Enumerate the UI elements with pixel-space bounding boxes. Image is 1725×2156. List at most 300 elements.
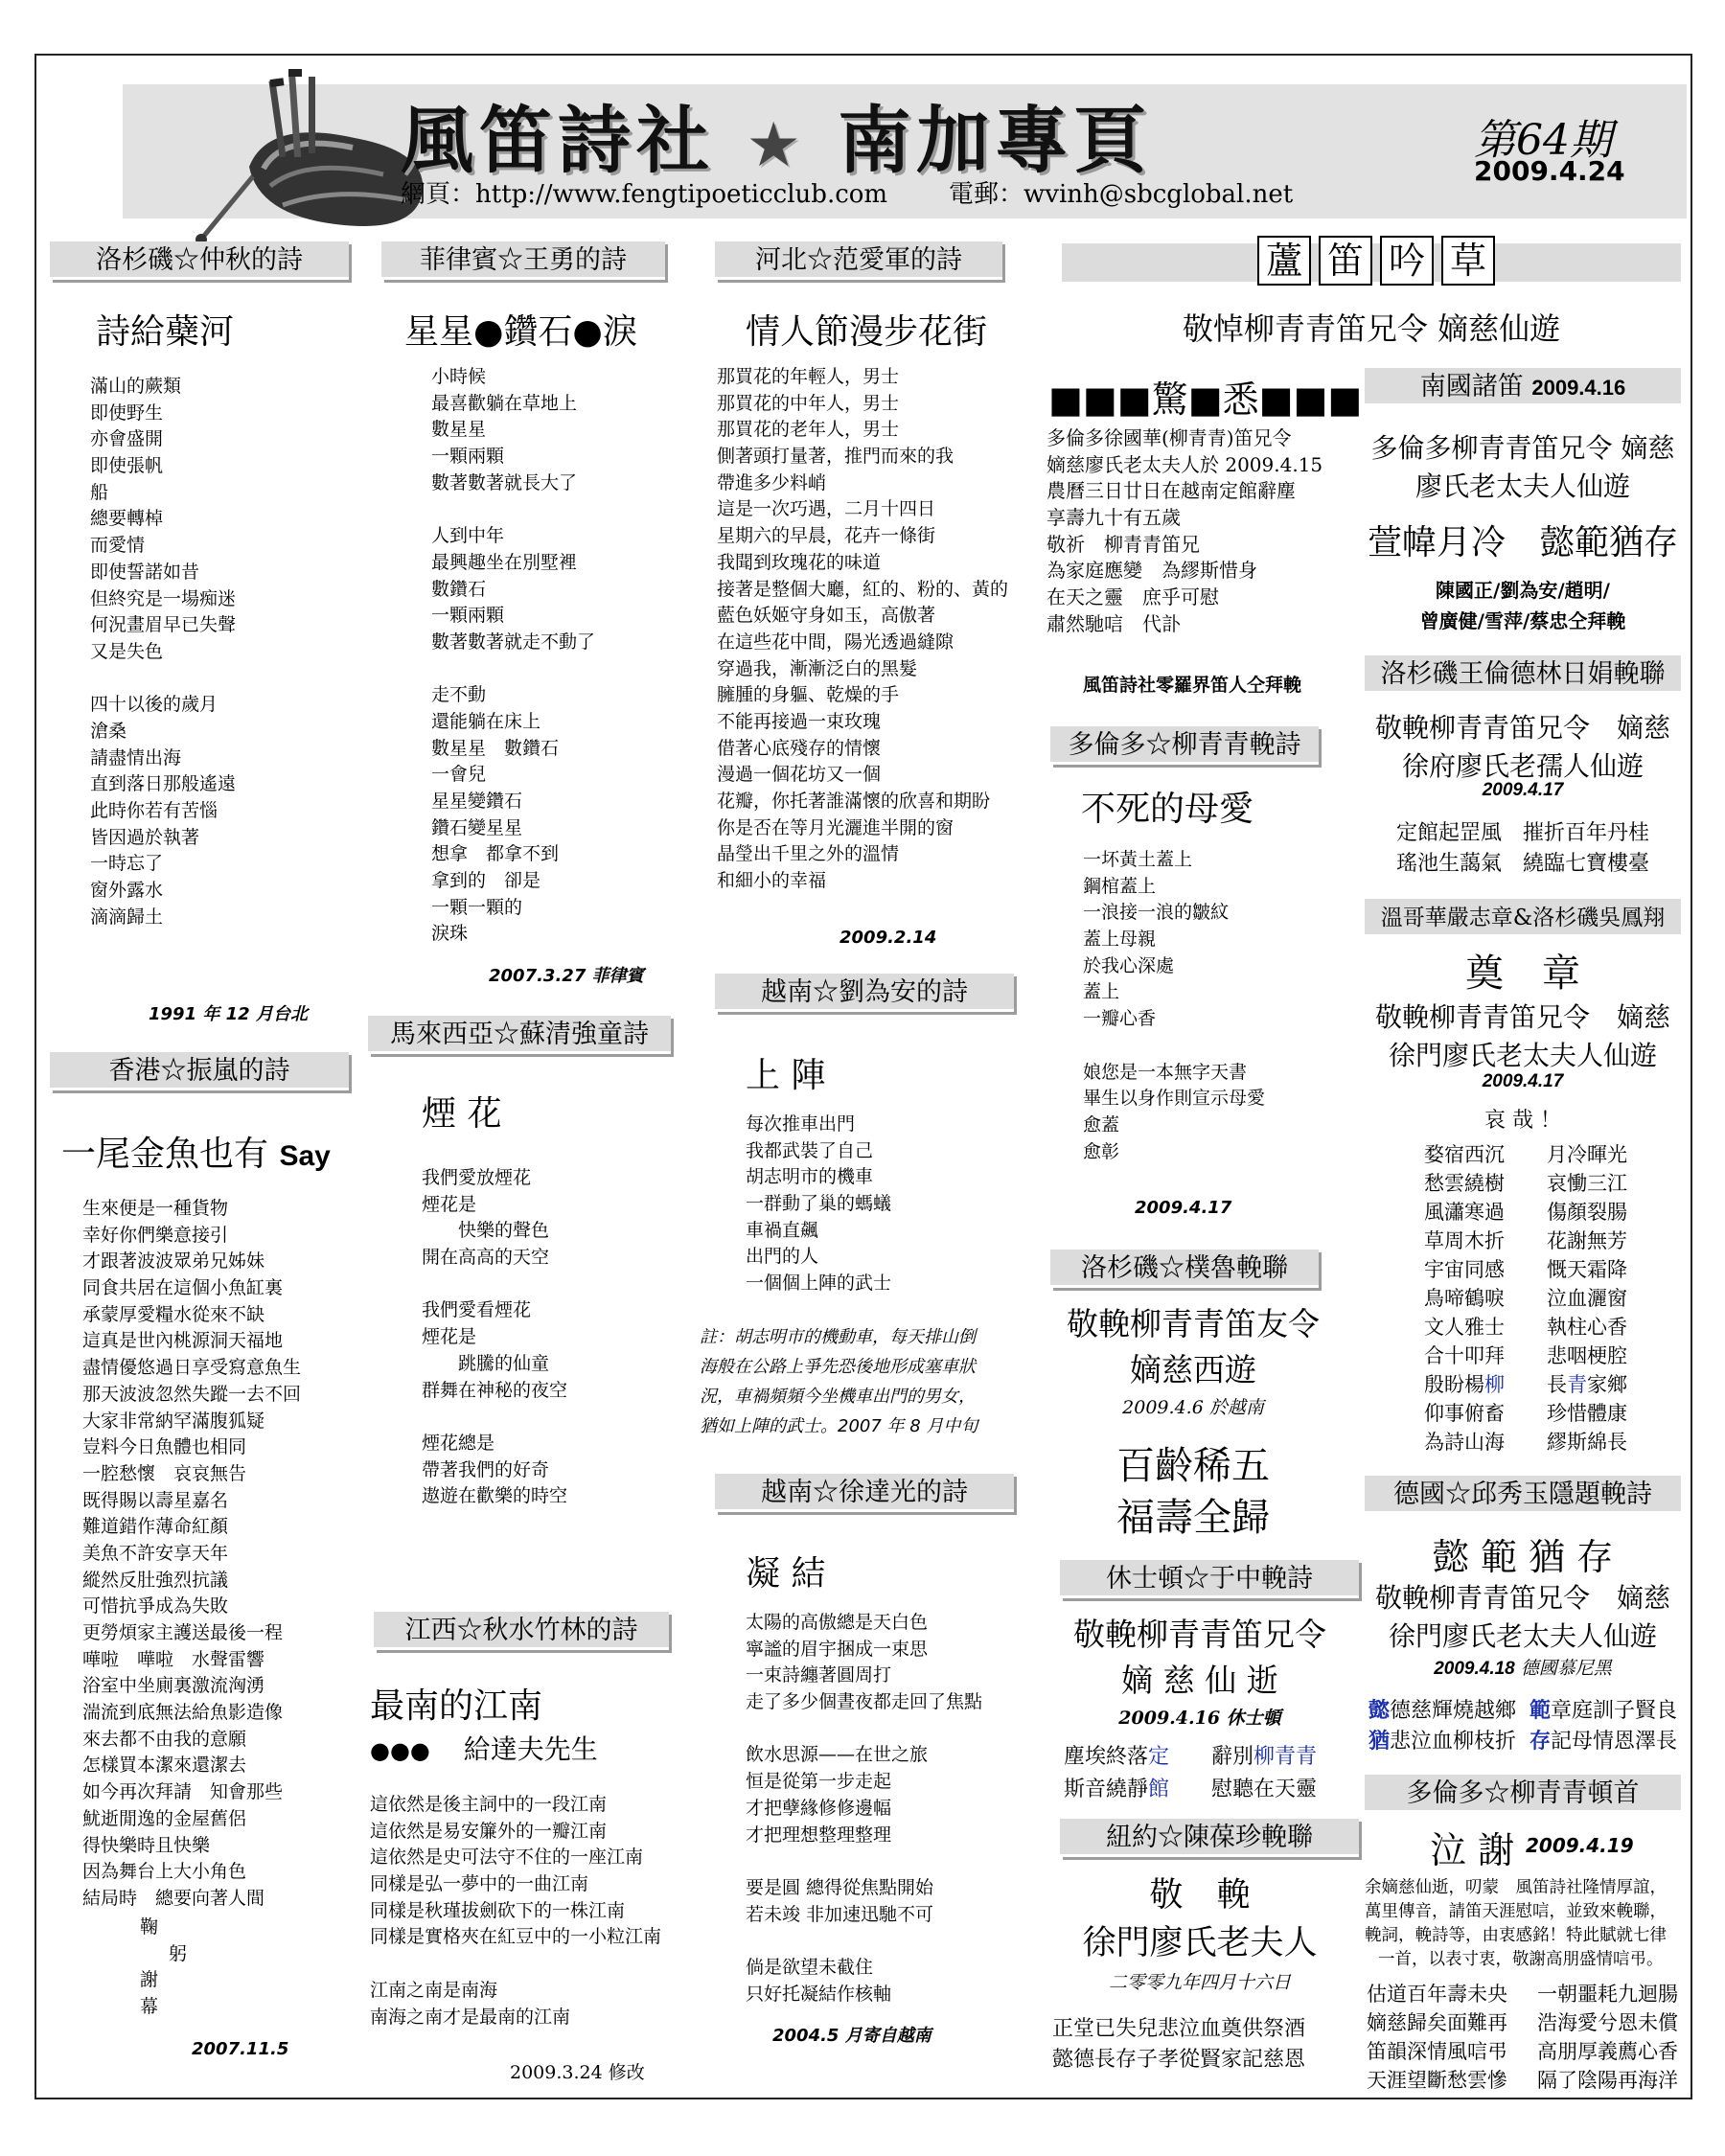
verse-pair (1424, 1169, 1627, 1198)
verse-pair (1424, 1399, 1627, 1428)
acrostic-line (1530, 1725, 1677, 1755)
poem-line: 才把孽緣修修邊幅 (746, 1797, 892, 1819)
title-box-char: 草 (1441, 236, 1495, 286)
verse-left (1424, 1370, 1547, 1399)
poem-line: 享壽九十有五歲 (1046, 506, 1181, 530)
poem-line: 數著數著就走不動了 (431, 631, 596, 653)
poem-line: 愈彰 (1083, 1140, 1120, 1162)
poem-line: 於我心深處 (1083, 954, 1175, 976)
verse-left: 婺宿西沉 (1424, 1143, 1505, 1166)
poem-line (746, 1848, 982, 1875)
website-link[interactable]: 網頁：http://www.fengtipoeticclub.com (401, 180, 888, 209)
thanks-line: 一首，以表寸衷，敬謝高朋盛情唁弔。 (1378, 1950, 1664, 1969)
poem-body (90, 374, 236, 930)
poem-body (431, 364, 595, 948)
poem-line: 我都武裝了自己 (746, 1139, 874, 1161)
verse-char: 青 (1567, 1373, 1587, 1396)
couplet-line: 定館起罡風 摧折百年丹桂 (1395, 821, 1649, 845)
verse-pair (1367, 2066, 1678, 2095)
poem-line: 煙花總是 (422, 1432, 495, 1454)
poem-line: 想拿 都拿不到 (431, 843, 560, 865)
verse-left: 文人雅士 (1424, 1316, 1505, 1339)
elegy-heading: 懿 範 猶 存 (1432, 1536, 1614, 1578)
poem-line: 農曆三日廿日在越南定館辭塵 (1046, 479, 1296, 503)
title-right: 南加專頁 (838, 98, 1153, 183)
poem-title: 不死的母愛 (1081, 790, 1254, 829)
verse-left: 愁雲繞樹 (1424, 1172, 1505, 1195)
verse-char: 鄉 (1607, 1373, 1627, 1396)
verse-pair (1367, 2037, 1678, 2066)
verse-right: 哀慟三江 (1547, 1172, 1627, 1195)
poem-line: 一瓣心香 (1083, 1008, 1157, 1030)
date-text: 2009.4.18 (1434, 1659, 1515, 1679)
elegy-date: 2009.4.16 休士頓 (1118, 1708, 1281, 1729)
poem-line: 這是一次巧遇，二月十四日 (717, 498, 936, 520)
notice-title: ■■■驚■悉■■■ (1048, 378, 1363, 421)
title-box-char: 蘆 (1257, 236, 1311, 286)
poem-body (370, 1792, 661, 2030)
poem-line: 淚珠 (431, 923, 469, 945)
poem-line: 車禍直飆 (746, 1219, 819, 1241)
verse-right: 悲咽梗腔 (1547, 1344, 1627, 1367)
verse-right: 一朝噩耗九迴腸 (1537, 1983, 1678, 2006)
poem-line (431, 496, 595, 523)
poem-note: 註：胡志明市的機動車，每天排山倒 海般在公路上爭先恐後地形成塞車狀 況，車禍頻頻今坐機車出門的男女， 猶如上陣的武士。2007 年 8 月中旬 (700, 1327, 978, 1436)
signers: 陳國正/劉為安/趙明/ (1436, 579, 1610, 602)
poem-line: 肅然馳唁 代訃 (1046, 611, 1181, 635)
poem-line: 幸好你們樂意接引 (82, 1224, 229, 1246)
poem-line: 生來便是一種貨物 (82, 1198, 229, 1219)
poem-line: 數星星 數鑽石 (431, 737, 560, 759)
elegy-line: 敬輓柳青青笛友令 (1067, 1305, 1320, 1342)
verse-right: 繆斯綿長 (1547, 1431, 1627, 1454)
elegy-line: 徐門廖氏老夫人 (1082, 1924, 1318, 1962)
poem-line (746, 1716, 982, 1743)
poem-line: 最喜歡躺在草地上 (431, 392, 578, 414)
poem-line: 這依然是史可法守不住的一座江南 (370, 1846, 644, 1869)
poem-title: 煙 花 (422, 1094, 502, 1134)
poem-line: 晶瑩出千里之外的溫情 (717, 843, 900, 865)
poem-line: 一會兒 (431, 764, 487, 786)
poem-line (422, 1404, 567, 1431)
acrostic-text: 記母情恩澤長 (1551, 1730, 1678, 1754)
poem-line: 出門的人 (746, 1246, 819, 1268)
section-header-south (1365, 368, 1681, 406)
verse-left: 草周木折 (1424, 1229, 1505, 1252)
poem-line: 一時忘了 (90, 853, 164, 875)
poem-line: 飲水思源——在世之旅 (746, 1744, 929, 1766)
poem-line: 小時候 (431, 366, 487, 387)
poem-line: 愈蓋 (1083, 1113, 1120, 1135)
verse-right: 執柱心香 (1547, 1316, 1627, 1339)
verse-pair (1424, 1342, 1627, 1370)
poem-line: 只好托凝結作核軸 (746, 1983, 892, 2005)
poem-line: 縱然反肚強烈抗議 (82, 1569, 229, 1591)
poem-line: 窗外露水 (90, 880, 164, 902)
verse-left: 鳥啼鶴唳 (1424, 1287, 1505, 1310)
verse-left: 笛韻深情風唁弔 (1367, 2040, 1507, 2063)
poem-line: 開在高高的天空 (422, 1247, 550, 1269)
title-box-char: 笛 (1319, 236, 1372, 286)
poem-line: 最興趣坐在別墅裡 (431, 551, 578, 573)
poem-title: 情人節漫步花街 (746, 312, 988, 352)
poem-signature: 1991 年 12 月台北 (149, 1004, 308, 1024)
section-header-jx-qiushui: 江西☆秋水竹林的詩 (374, 1612, 669, 1650)
poem-line: 此時你若有苦惱 (90, 800, 218, 821)
couplet-line: 萱幃月冷 懿範猶存 (1367, 523, 1678, 562)
title-box-char: 吟 (1380, 236, 1434, 286)
verse-right: 高朋厚義薦心香 (1537, 2040, 1678, 2063)
couplet-line: 百齡稀五 (1116, 1444, 1270, 1488)
couplet-line: 瑤池生藹氣 繞臨七寶樓臺 (1395, 852, 1649, 876)
poem-line: 要是圓 總得從焦點開始 (746, 1876, 934, 1898)
poem-line: 但終究是一場痴迷 (90, 587, 237, 609)
poem-line: 那天波波忽然失蹤一去不回 (82, 1383, 302, 1405)
poem-line: 畢生以身作則宣示母愛 (1083, 1088, 1266, 1110)
verse-pair (1424, 1227, 1627, 1255)
acrostic-head: 懿 (1368, 1698, 1391, 1723)
poem-line: 何況畫眉早已失聲 (90, 614, 237, 636)
poem-line: 嘩啦 嘩啦 水聲雷響 (82, 1648, 265, 1670)
poem-title-say: Say (279, 1140, 331, 1172)
couplet-line (1211, 1740, 1317, 1770)
poem-signature: 2007.3.27 菲律賓 (489, 966, 644, 986)
section-header-toronto-poem: 多倫多☆柳青青輓詩 (1050, 726, 1319, 765)
verse-pair (1367, 1980, 1678, 2008)
elegy-date: 2009.4.6 於越南 (1122, 1397, 1264, 1418)
elegy-line: 嫡 慈 仙 逝 (1121, 1662, 1278, 1699)
poem-body (82, 1196, 301, 1913)
couplet-line (1064, 1740, 1169, 1770)
acrostic-head: 猶 (1368, 1729, 1391, 1754)
section-header-newyork: 紐約☆陳葆珍輓聯 (1060, 1819, 1359, 1857)
poem-line: 嫡慈廖氏老太夫人於 2009.4.15 (1046, 452, 1323, 476)
poem-line: 娘您是一本無字天書 (1083, 1061, 1248, 1083)
poem-line: 我聞到玫瑰花的味道 (717, 551, 882, 573)
section-header-ph-wangyong: 菲律賓☆王勇的詩 (381, 241, 665, 280)
poem-line: 我們愛放煙花 (422, 1167, 532, 1188)
poem-line: 來去都不由我的意願 (82, 1728, 247, 1750)
poem-line: 江南之南是南海 (370, 1979, 498, 2001)
mourning-title: 敬悼柳青青笛兄令 嫡慈仙遊 (1182, 310, 1561, 347)
poem-line: 借著心底殘存的情懷 (717, 737, 882, 759)
poem-line: 四十以後的歲月 (90, 694, 218, 716)
verse-right (1547, 1373, 1627, 1396)
verse-pair (1424, 1370, 1627, 1399)
poem-line: 胡志明市的機車 (746, 1166, 874, 1188)
poem-line: 浴室中坐廁裏激流洶湧 (82, 1675, 265, 1697)
poem-line: 直到落日那般遙遠 (90, 773, 237, 795)
poem-line: 帶著我們的好奇 (422, 1458, 550, 1480)
verse-pair (1424, 1313, 1627, 1342)
verse-char: 盼 (1444, 1373, 1464, 1396)
poem-line: 更勞煩家主護送最後一程 (82, 1622, 284, 1643)
poem-line: 同樣是秋瑾拔劍砍下的一株江南 (370, 1899, 626, 1921)
poem-line: 花瓣，你托著誰滿懷的欣喜和期盼 (717, 791, 991, 812)
verse-right: 隔了陰陽再海洋 (1537, 2069, 1678, 2092)
acrostic-head: 範 (1530, 1698, 1552, 1723)
verse-left: 為詩山海 (1424, 1431, 1505, 1454)
thanks-line: 萬里傳音，請笛天涯慰唁，並致來輓聯， (1365, 1902, 1667, 1921)
poem-line: 總要轉棹 (90, 508, 164, 530)
poem-signature: 2009.4.17 (1135, 1198, 1232, 1218)
couplet-highlight: 柳青青 (1254, 1745, 1318, 1769)
poem-line: 多倫多徐國華(柳青青)笛兄令 (1046, 426, 1292, 449)
poem-line: 一個個上陣的武士 (746, 1273, 892, 1295)
page-title (401, 82, 1152, 187)
verse-pair (1424, 1428, 1627, 1456)
poem-line: 一群動了巢的螞蟻 (746, 1193, 892, 1215)
thanks-line: 余嫡慈仙逝，叨蒙 風笛詩社隆情厚誼， (1365, 1878, 1667, 1897)
acrostic-line (1368, 1725, 1516, 1755)
poem-line: 怎樣買本潔來還潔去 (82, 1755, 247, 1777)
elegy-date (1365, 1654, 1681, 1680)
poem-line: 同樣是實格夾在紅豆中的一小粒江南 (370, 1926, 662, 1948)
poem-line: 那買花的老年人，男士 (717, 419, 900, 441)
acrostic-text: 悲泣血柳枝折 (1390, 1730, 1517, 1754)
elegy-exclaim: 哀 哉 ！ (1484, 1109, 1561, 1133)
couplet-highlight: 館 (1148, 1778, 1170, 1801)
poem-line: 敬祈 柳青青笛兄 (1046, 532, 1200, 556)
poem-line: 數鑽石 (431, 578, 487, 600)
section-header-my-suqingqiang: 馬來西亞☆蘇清強童詩 (368, 1016, 671, 1054)
poem-line: 一束詩纏著圓周打 (746, 1664, 892, 1686)
poem-line: 走了多少個晝夜都走回了焦點 (746, 1691, 983, 1713)
poem-line: 煙花是 (422, 1326, 477, 1348)
poem-line: 躬 (169, 1942, 188, 1964)
poem-line: 你是否在等月光灑進半開的窗 (717, 816, 954, 838)
section-header-houston: 休士頓☆于中輓詩 (1060, 1560, 1359, 1598)
signers: 曾廣健/雪萍/蔡忠仝拜輓 (1419, 609, 1626, 632)
poem-line: 穿過我，漸漸泛白的黑髮 (717, 657, 918, 679)
poem-line: 我們愛看煙花 (422, 1299, 532, 1321)
elegy-date: 二零零九年四月十六日 (1108, 1972, 1291, 1993)
elegy-heading: 奠 章 (1465, 952, 1580, 996)
poem-line: 拿到的 卻是 (431, 870, 541, 892)
poem-line: 臃腫的身軀、乾燥的手 (717, 684, 900, 706)
section-header-la-pulu: 洛杉磯☆樸魯輓聯 (1050, 1250, 1319, 1288)
poem-line: 又是失色 (90, 640, 164, 662)
poem-body (717, 364, 1008, 895)
poem-dedication (370, 1729, 598, 1767)
poem-line: 而愛情 (90, 535, 146, 557)
poem-line: 數著數著就長大了 (431, 471, 578, 493)
thanks-line: 輓詞，輓詩等，由衷感銘！特此賦就七律 (1365, 1926, 1667, 1945)
poem-line: 遨遊在歡樂的時空 (422, 1485, 568, 1507)
poem-line: 才跟著波波眾弟兄姊妹 (82, 1250, 265, 1273)
poem-line: 數星星 (431, 419, 487, 441)
poem-line: 大家非常納罕滿腹狐疑 (82, 1410, 265, 1432)
acrostic-text: 章庭訓子賢良 (1551, 1699, 1678, 1723)
thanks-paragraph (1365, 1876, 1667, 1972)
poem-line: 可惜抗爭成為失敗 (82, 1595, 229, 1617)
couplet-text: 塵埃終落 (1064, 1745, 1149, 1769)
poem-line: 若未竣 非加速迅馳不可 (746, 1903, 934, 1925)
poem-line: 蓋上母親 (1083, 929, 1157, 951)
poem-line: 一浪接一浪的皺紋 (1083, 902, 1230, 924)
verse-pair (1424, 1198, 1627, 1227)
verse-left: 宇宙同感 (1424, 1258, 1505, 1281)
section-header-hk-zhenlan: 香港☆振嵐的詩 (50, 1052, 349, 1090)
verse-char: 殷 (1424, 1373, 1444, 1396)
poem-line: 皆因過於執著 (90, 826, 200, 848)
poem-line: 豈料今日魚體也相同 (82, 1436, 247, 1458)
poem-line: 在天之靈 庶乎可慰 (1046, 585, 1219, 609)
poem-line: 星期六的早晨，花卉一條街 (717, 525, 936, 547)
poem-line: 鑽石變星星 (431, 816, 523, 838)
poem-signature: 2009.3.24 修改 (510, 2062, 645, 2083)
poem-line: 滴滴歸土 (90, 906, 164, 928)
verse-pair (1424, 1284, 1627, 1313)
poem-line: 寧謐的眉宇捆成一束思 (746, 1638, 929, 1660)
couplet-line: 正堂已失兒悲泣血奠供祭酒 (1052, 2017, 1306, 2041)
header-text: 南國諸笛 (1419, 372, 1524, 401)
section-header-hb-fanaijun: 河北☆范愛軍的詩 (715, 241, 1002, 280)
verse-char: 家 (1587, 1373, 1607, 1396)
poem-signature: 2007.11.5 (192, 2039, 289, 2059)
poem-line: 那買花的中年人，男士 (717, 392, 900, 414)
couplet-highlight: 定 (1148, 1745, 1170, 1769)
notice-signature: 風笛詩社零羅界笛人仝拜輓 (1082, 675, 1301, 696)
poem-line: 煙花是 (422, 1193, 477, 1215)
acrostic-head: 存 (1530, 1729, 1552, 1754)
poem-line: 帶進多少料峭 (717, 471, 827, 493)
poem-line: 一顆一顆的 (431, 896, 523, 918)
verse-right: 傷顏裂腸 (1547, 1201, 1627, 1224)
elegy-line: 多倫多柳青青笛兄令 嫡慈 (1370, 432, 1675, 464)
verse-left: 合十叩拜 (1424, 1344, 1505, 1367)
poem-title: 詩給蘗河 (96, 312, 235, 352)
poem-line: 不能再接過一束玫瑰 (717, 710, 882, 732)
verse-left: 天涯望斷愁雲慘 (1367, 2069, 1507, 2092)
poem-line: 在這些花中間，陽光透過縫隙 (717, 631, 954, 653)
poem-line: 走不動 (431, 684, 487, 706)
dedication-text: 給達夫先生 (463, 1733, 598, 1765)
elegy-line: 徐府廖氏老孺人仙遊 (1401, 750, 1644, 782)
poem-line: 蓋上 (1083, 981, 1120, 1003)
poem-line: 即使張帆 (90, 455, 164, 477)
verse-right: 泣血灑窗 (1547, 1287, 1627, 1310)
poem-line: 南海之南才是最南的江南 (370, 2006, 571, 2028)
poem-line: 即使誓諾如昔 (90, 561, 200, 583)
poem-line: 跳騰的仙童 (422, 1352, 550, 1374)
poem-vertical-ending (140, 1914, 187, 2020)
poem-line: 這依然是後主詞中的一段江南 (370, 1794, 608, 1815)
poem-line (746, 1928, 982, 1955)
poem-body (1083, 847, 1265, 1165)
poem-line: 湍流到底無法給魚影造像 (82, 1702, 284, 1724)
poem-line: 接著是整個大廳，紅的、粉的、黃的 (717, 578, 1009, 600)
poem-line: 星星變鑽石 (431, 791, 523, 812)
poem-line: 倘是欲望未截住 (746, 1956, 874, 1978)
poem-line: 太陽的高傲總是天白色 (746, 1612, 929, 1633)
elegy-line: 嫡慈西遊 (1130, 1351, 1256, 1388)
elegy-verse-pairs (1424, 1140, 1627, 1456)
poem-line: 鋼棺蓋上 (1083, 875, 1157, 897)
poem-line: 船 (90, 481, 109, 503)
elegy-line: 敬 輓 (1149, 1876, 1251, 1915)
poem-line: 如今再次拜請 知會那些 (82, 1781, 284, 1803)
verse-right: 慨天霜降 (1547, 1258, 1627, 1281)
poem-title-text: 一尾金魚也有 (61, 1135, 269, 1174)
elegy-line: 徐門廖氏老太夫人仙遊 (1388, 1040, 1657, 1071)
thanks-verse-pairs (1367, 1980, 1678, 2095)
section-header-germany: 德國☆邱秀玉隱題輓詩 (1365, 1476, 1681, 1514)
poem-line: 魷逝閒逸的金屋舊侶 (82, 1807, 247, 1829)
section-header-vancouver: 溫哥華嚴志章&洛杉磯吳鳳翔 (1365, 899, 1681, 937)
poem-line: 才把理想整理整理 (746, 1823, 892, 1846)
poem-line: 同食共居在這個小魚缸裏 (82, 1277, 284, 1299)
verse-left: 仰事俯畜 (1424, 1402, 1505, 1425)
poem-line: 承蒙厚愛糧水從來不缺 (82, 1303, 265, 1325)
elegy-date: 2009.4.17 (1482, 780, 1564, 800)
verse-pair (1367, 2008, 1678, 2037)
acrostic-text: 德慈輝燒越鄉 (1390, 1699, 1517, 1723)
poem-line: 鞠 (140, 1916, 159, 1938)
poem-line (370, 1951, 661, 1978)
poem-line: 這依然是易安簾外的一瓣江南 (370, 1820, 608, 1842)
notice-body (1046, 425, 1322, 638)
poem-title (61, 1127, 331, 1176)
email-link[interactable]: 電郵：wvinh@sbcglobal.net (949, 180, 1294, 209)
section-header-la-zhongqiu: 洛杉磯☆仲秋的詩 (50, 241, 349, 280)
verse-left: 估道百年壽未央 (1367, 1983, 1507, 2006)
section-header-toronto-thanks: 多倫多☆柳青青頓首 (1365, 1775, 1681, 1813)
elegy-line: 廖氏老太夫人仙遊 (1414, 470, 1630, 502)
thanks-date: 2009.4.19 (1526, 1834, 1634, 1857)
elegy-line: 敬輓柳青青笛兄令 (1073, 1616, 1326, 1653)
issue-number: 第64期 (1474, 116, 1612, 165)
poem-line: 為家庭應變 為繆斯惜身 (1046, 559, 1257, 583)
verse-right: 珍惜體康 (1547, 1402, 1627, 1425)
poem-body (746, 1112, 891, 1297)
verse-right: 浩海愛兮恩未償 (1537, 2011, 1678, 2034)
poem-line: 滄桑 (90, 720, 127, 742)
poem-line: 美魚不許安享天年 (82, 1542, 229, 1564)
verse-char: 楊 (1464, 1373, 1484, 1396)
poem-line: 一坏黃土蓋上 (1083, 849, 1193, 870)
dedication-dots: ●●● (370, 1737, 430, 1764)
elegy-line: 敬輓柳青青笛兄令 嫡慈 (1374, 1582, 1670, 1614)
verse-right: 月冷暉光 (1547, 1143, 1627, 1166)
verse-left: 風瀟寒過 (1424, 1201, 1505, 1224)
place-text: 德國慕尼黑 (1520, 1658, 1612, 1679)
elegy-line: 徐門廖氏老太夫人仙遊 (1388, 1620, 1657, 1652)
verse-right: 花謝無芳 (1547, 1229, 1627, 1252)
poem-line: 得快樂時且快樂 (82, 1834, 211, 1856)
couplet-line (1064, 1773, 1169, 1802)
poem-line: 因為舞台上大小角色 (82, 1861, 247, 1883)
poem-line: 那買花的年輕人，男士 (717, 366, 900, 387)
poem-line: 一腔愁懷 哀哀無告 (82, 1462, 247, 1484)
poem-line (431, 656, 595, 683)
poem-line: 人到中年 (431, 525, 505, 547)
poem-line: 滿山的蕨類 (90, 376, 182, 397)
poem-line (1083, 1033, 1265, 1060)
verse-pair (1424, 1140, 1627, 1169)
poem-title: 上 陣 (746, 1056, 826, 1095)
poem-line: 同樣是弘一夢中的一曲江南 (370, 1873, 589, 1895)
couplet-line: 福壽全歸 (1116, 1496, 1270, 1540)
poem-line: 這真是世內桃源洞天福地 (82, 1330, 284, 1352)
elegy-line: 敬輓柳青青笛兄令 嫡慈 (1374, 1001, 1670, 1033)
poem-line: 和細小的幸福 (717, 870, 827, 892)
poem-title: 最南的江南 (370, 1686, 543, 1726)
issue-date: 2009.4.24 (1474, 155, 1625, 187)
section-header-vn-liuweian: 越南☆劉為安的詩 (715, 974, 1014, 1012)
couplet-text: 斯音繞靜 (1064, 1778, 1149, 1801)
poem-title: 星星●鑽石●淚 (404, 312, 637, 352)
